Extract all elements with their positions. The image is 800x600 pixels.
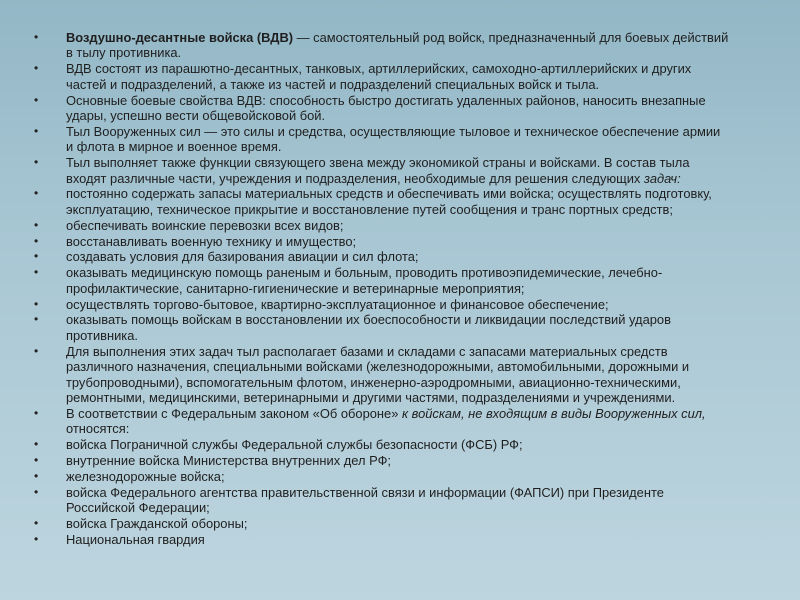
list-item <box>34 265 730 296</box>
bullet-icon: • <box>34 233 39 248</box>
list-item <box>34 249 730 264</box>
bullet-icon: • <box>34 484 39 499</box>
list-item <box>34 406 730 437</box>
bullet-icon: • <box>34 30 39 44</box>
list-item <box>34 61 730 92</box>
item-text: Тыл Вооруженных сил — это силы и средства, осуществляющие тыловое и техническое обеспечение армии и флота в мирное и военное время. <box>66 123 721 155</box>
bullet-list <box>34 30 730 548</box>
item-text: — самостоятельный род войск, предназначенный для боевых действий в тылу противника. <box>66 30 729 61</box>
bullet-icon: • <box>34 468 39 483</box>
list-item <box>34 485 730 516</box>
list-item <box>34 234 730 249</box>
list-item <box>34 532 730 547</box>
bullet-icon: • <box>34 61 39 76</box>
bullet-icon: • <box>34 155 39 170</box>
item-text: постоянно содержать запасы материальных средств и обеспечивать ими войска; осуществлять подготовку, эксплуатацию, техническое прикрытие и восстановление путей сообщения и транс портных средств; <box>66 186 712 217</box>
bullet-icon: • <box>34 531 39 546</box>
item-text: относятся: <box>66 421 130 437</box>
item-text: обеспечивать воинские перевозки всех видов; <box>66 217 344 233</box>
item-text: осуществлять торгово-бытовое, квартирно-эксплуатационное и финансовое обеспечение; <box>66 296 609 312</box>
bullet-icon: • <box>34 249 39 264</box>
item-text: В соответствии с Федеральным законом «Об обороне» <box>66 405 402 421</box>
item-text: Основные боевые свойства ВДВ: способность быстро достигать удаленных районов, наносить внезапные удары, успешно вести общевойсковой бой. <box>66 92 706 124</box>
list-item <box>34 437 730 452</box>
bullet-icon: • <box>34 217 39 232</box>
list-item <box>34 124 730 155</box>
italic-text: к войскам, не входящим в виды Вооруженных сил, <box>401 405 706 421</box>
list-item <box>34 186 730 217</box>
item-text: железнодорожные войска; <box>66 468 225 484</box>
item-text: ВДВ состоят из парашютно-десантных, танковых, артиллерийских, самоходно-артиллерийских и других частей и подразделений, а также из частей и подразделений специальных войск и тыла. <box>66 61 692 92</box>
list-item <box>34 344 730 406</box>
list-item <box>34 469 730 484</box>
list-item <box>34 453 730 468</box>
bullet-icon: • <box>34 296 39 311</box>
bullet-icon: • <box>34 437 39 452</box>
bullet-icon: • <box>34 343 39 358</box>
list-item <box>34 312 730 343</box>
item-text: Национальная гвардия <box>66 531 205 547</box>
item-text: Тыл выполняет также функции связующего звена между экономикой страны и войсками. В состав тыла входят различные части, учреждения и подразделения, необходимые для решения следующих <box>66 155 690 186</box>
item-text: оказывать помощь войскам в восстановлении их боеспособности и ликвидации последствий ударов противника. <box>66 312 671 343</box>
item-text: создавать условия для базирования авиации и сил флота; <box>66 249 419 265</box>
list-item <box>34 93 730 124</box>
bullet-icon: • <box>34 92 39 107</box>
item-text: оказывать медицинскую помощь раненым и больным, проводить противоэпидемические, лечебно-профилактические, санитарно-гигиенические и ветеринарные мероприятия; <box>66 265 663 296</box>
bold-text: Воздушно-десантные войска (ВДВ) <box>66 30 294 45</box>
bullet-icon: • <box>34 123 39 138</box>
item-text: Для выполнения этих задач тыл располагает базами и складами с запасами материальных средств различного назначения, специальными войсками (железнодорожными, автомобильными, дорожными и трубопроводными), вспомогательным флотом, инженерно-аэродромными, авиационно-техническими, ремонтными, медицинскими, ветеринарными и другими частями, подразделениями и учреждениями. <box>66 343 690 406</box>
item-text: внутренние войска Министерства внутренних дел РФ; <box>66 453 391 469</box>
item-text: войска Гражданской обороны; <box>66 516 248 532</box>
list-item <box>34 155 730 186</box>
list-item <box>34 516 730 531</box>
bullet-icon: • <box>34 265 39 280</box>
list-item <box>34 297 730 312</box>
italic-text: задач: <box>643 170 681 186</box>
bullet-icon: • <box>34 516 39 531</box>
bullet-icon: • <box>34 186 39 201</box>
list-item <box>34 218 730 233</box>
list-item <box>34 30 730 61</box>
bullet-icon: • <box>34 453 39 468</box>
item-text: войска Пограничной службы Федеральной службы безопасности (ФСБ) РФ; <box>66 437 523 453</box>
item-text: войска Федерального агентства правительственной связи и информации (ФАПСИ) при Президенте Российской Федерации; <box>66 484 664 516</box>
bullet-icon: • <box>34 405 39 420</box>
item-text: восстанавливать военную технику и имущество; <box>66 233 357 249</box>
bullet-icon: • <box>34 312 39 327</box>
